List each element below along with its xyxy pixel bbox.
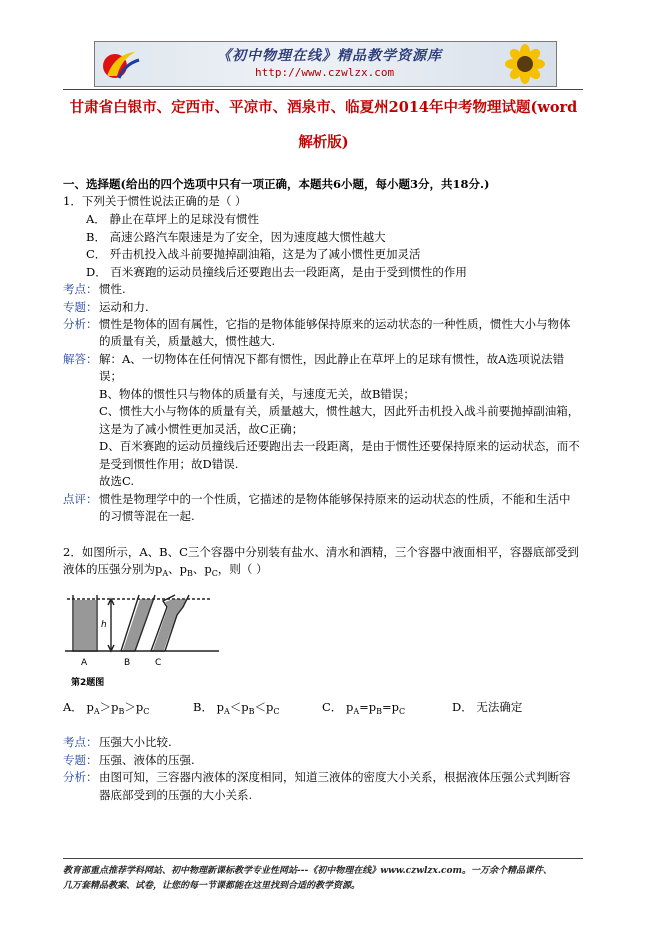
section-heading: 一、选择题(给出的四个选项中只有一项正确，本题共6小题，每小题3分，共18分.): [63, 177, 490, 191]
q1-option-c: C． 歼击机投入战斗前要抛掉副油箱，这是为了减小惯性更加灵活: [86, 247, 421, 261]
q1-kaodian-label: 考点：: [63, 282, 98, 296]
footer-line1: 教育部重点推荐学科网站、初中物理新课标教学专业性网站---《初中物理在线》www.czwlzx.com。一万余个精品课件、: [63, 866, 553, 876]
q1-fenxi-line1: 惯性是物体的固有属性，它指的是物体能够保持原来的运动状态的一种性质，惯性大小与物体: [99, 317, 571, 331]
q1-stem: 1．下列关于惯性说法正确的是（ ）: [63, 194, 247, 208]
q1-dianping-label: 点评：: [63, 492, 98, 506]
q2-stem-line1: 2．如图所示，A、B、C三个容器中分别装有盐水、清水和酒精，三个容器中液面相平，容器底部受到: [63, 545, 579, 559]
q1-jieda-line3: B、物体的惯性只与物体的质量有关，与速度无关，故B错误；: [99, 387, 415, 401]
q1-jieda-line5: 这是为了减小惯性更加灵活，故C正确；: [99, 422, 304, 436]
q2-zhuanti-label: 专题：: [63, 753, 98, 767]
site-logo-icon: [101, 46, 141, 82]
fig-label-h: h: [101, 620, 107, 630]
q1-fenxi-line2: 的质量有关，质量越大，惯性越大.: [99, 334, 276, 348]
doc-title-line1: 甘肃省白银市、定西市、平凉市、酒泉市、临夏州2014年中考物理试题(word: [69, 99, 578, 116]
q1-zhuanti: 运动和力.: [99, 300, 149, 314]
fig-label-c: C: [155, 658, 162, 668]
q2-fenxi-label: 分析：: [63, 770, 98, 784]
q2-stem-line2: 液体的压强分别为$p_A$、$p_B$、$p_C$，则（ ）: [63, 562, 268, 578]
q1-option-b: B． 高速公路汽车限速是为了安全，因为速度越大惯性越大: [86, 230, 386, 244]
q2-figure: [63, 585, 223, 691]
q1-jieda-line8: 故选C.: [99, 474, 135, 488]
footer-rule: [63, 858, 583, 859]
fig-label-b: B: [124, 658, 131, 668]
header-banner: [94, 41, 557, 87]
sunflower-icon: [498, 44, 552, 84]
q1-option-a: A． 静止在草坪上的足球没有惯性: [86, 212, 259, 226]
q2-fenxi-line1: 由图可知，三容器内液体的深度相同，知道三液体的密度大小关系，根据液体压强公式判断容: [99, 770, 571, 784]
q1-dianping-line1: 惯性是物理学中的一个性质，它描述的是物体能够保持原来的运动状态的性质，不能和生活中: [99, 492, 571, 506]
q1-kaodian: 惯性.: [99, 282, 126, 296]
q2-option-a: A． $p_A>p_B>p_C$: [63, 700, 150, 716]
q2-kaodian-label: 考点：: [63, 735, 98, 749]
q2-option-b: B． $p_A<p_B<p_C$: [193, 700, 280, 716]
q2-zhuanti: 压强、液体的压强.: [99, 753, 195, 767]
q1-jieda-line2: 误；: [99, 369, 122, 383]
fig-caption: 第2题图: [71, 678, 105, 688]
footer-line2: 几万套精品教案、试卷，让您的每一节课都能在这里找到合适的教学资源。: [63, 881, 361, 891]
q1-jieda-label: 解答：: [63, 352, 98, 366]
q2-option-d: D． 无法确定: [452, 700, 523, 714]
doc-title-line2: 解析版): [298, 134, 349, 151]
q1-fenxi-label: 分析：: [63, 317, 98, 331]
q1-jieda-line1: 解：A、一切物体在任何情况下都有惯性，因此静止在草坪上的足球有惯性，故A选项说法错: [99, 352, 565, 366]
fig-label-a: A: [81, 658, 88, 668]
q1-option-d: D． 百米赛跑的运动员撞线后还要跑出去一段距离，是由于受到惯性的作用: [86, 265, 467, 279]
banner-title: 《初中物理在线》精品教学资源库: [217, 48, 442, 64]
q2-fenxi-line2: 器底部受到的压强的大小关系.: [99, 788, 253, 802]
q2-option-c: C． $p_A=p_B=p_C$: [322, 700, 406, 716]
q2-kaodian: 压强大小比较.: [99, 735, 172, 749]
banner-url[interactable]: http://www.czwlzx.com: [255, 66, 395, 79]
q1-dianping-line2: 的习惯等混在一起.: [99, 509, 195, 523]
q1-jieda-line4: C、惯性大小与物体的质量有关，质量越大，惯性越大，因此歼击机投入战斗前要抛掉副油箱，: [99, 404, 580, 418]
q1-jieda-line7: 是受到惯性作用；故D错误.: [99, 457, 239, 471]
q1-jieda-line6: D、百米赛跑的运动员撞线后还要跑出去一段距离，是由于惯性还要保持原来的运动状态，而不: [99, 439, 580, 453]
header-rule: [63, 89, 583, 90]
q1-zhuanti-label: 专题：: [63, 300, 98, 314]
